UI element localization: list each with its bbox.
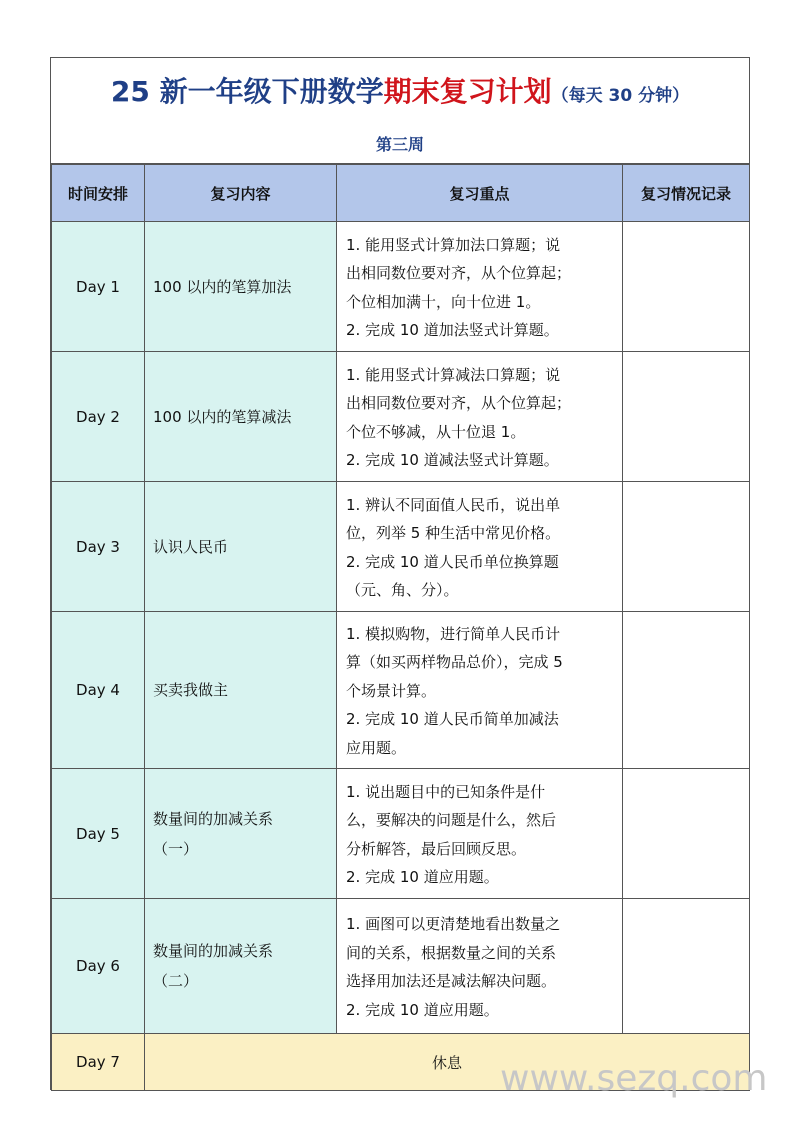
topic-cell [145,612,337,769]
day-cell: Day 3 [52,482,145,612]
topic-line: 数量间的加减关系 [153,942,274,960]
key-point-line: 么，要解决的问题是什么，然后 [346,811,557,829]
plan-table [51,164,750,1091]
title-area [51,58,749,164]
table-row [52,482,750,612]
header-key-points: 复习重点 [337,165,623,222]
key-point-line: 2. 完成 10 道应用题。 [346,868,499,886]
key-point-line: 2. 完成 10 道加法竖式计算题。 [346,321,559,339]
day-cell: Day 4 [52,612,145,769]
table-row [52,222,750,352]
title-highlight: 期末复习计划 [383,75,552,108]
title-suffix: （每天 30 分钟） [551,86,690,106]
key-point-line: 2. 完成 10 道减法竖式计算题。 [346,451,559,469]
topic-cell [145,899,337,1034]
key-point-line: 分析解答，最后回顾反思。 [346,839,527,858]
key-point-line: 算（如买两样物品总价），完成 5 [346,653,563,672]
key-point-line: 2. 完成 10 道人民币单位换算题 [346,552,559,571]
topic-line: 100 以内的笔算加法 [153,277,292,296]
plan-sheet [50,57,750,1090]
key-point-line: 位，列举 5 种生活中常见价格。 [346,524,561,542]
header-record: 复习情况记录 [623,165,750,222]
week-label: 第三周 [375,135,424,154]
key-point-line: 1. 画图可以更清楚地看出数量之 [346,915,561,933]
header-content: 复习内容 [145,165,337,222]
key-point-line: 1. 模拟购物，进行简单人民币计 [346,624,561,643]
topic-line: 认识人民币 [153,537,229,556]
day-cell: Day 1 [52,222,145,352]
key-point-line: 个位不够减，从十位退 1。 [346,422,526,441]
key-point-line: 2. 完成 10 道人民币简单加减法 [346,710,559,729]
record-cell[interactable] [623,612,750,769]
key-point-line: （元、角、分）。 [346,581,459,599]
key-point-line: 1. 辨认不同面值人民币，说出单 [346,495,561,514]
key-point-line: 出相同数位要对齐，从个位算起； [346,264,572,282]
key-points-cell [337,222,623,352]
table-row [52,612,750,769]
topic-line: 数量间的加减关系 [153,809,274,828]
key-points-cell [337,352,623,482]
key-point-line: 个位相加满十，向十位进 1。 [346,292,541,311]
watermark: www.sezq.com [500,1058,768,1099]
record-cell[interactable] [623,482,750,612]
topic-line: 100 以内的笔算减法 [153,407,292,426]
key-points-cell [337,482,623,612]
key-points-cell [337,769,623,899]
key-point-line: 个场景计算。 [346,681,437,700]
topic-line: （二） [153,972,199,990]
key-point-line: 1. 说出题目中的已知条件是什 [346,782,546,801]
topic-cell [145,352,337,482]
key-points-cell [337,899,623,1034]
header-time: 时间安排 [52,165,145,222]
key-points-cell [337,612,623,769]
key-point-line: 2. 完成 10 道应用题。 [346,1000,499,1019]
topic-line: 买卖我做主 [153,681,229,699]
rest-day: Day 7 [52,1034,145,1091]
record-cell[interactable] [623,222,750,352]
title-prefix: 25 新一年级下册数学 [110,75,384,108]
key-point-line: 1. 能用竖式计算减法口算题；说 [346,365,561,384]
key-point-line: 出相同数位要对齐，从个位算起； [346,394,572,412]
day-cell: Day 2 [52,352,145,482]
topic-cell [145,482,337,612]
record-cell[interactable] [623,899,750,1034]
record-cell[interactable] [623,769,750,899]
record-cell[interactable] [623,352,750,482]
key-point-line: 应用题。 [346,738,407,757]
table-row [52,899,750,1034]
topic-cell [145,222,337,352]
day-cell: Day 6 [52,899,145,1034]
table-row [52,769,750,899]
header-row [52,165,750,222]
topic-cell [145,769,337,899]
key-point-line: 选择用加法还是减法解决问题。 [346,972,557,990]
key-point-line: 间的关系，根据数量之间的关系 [346,943,557,962]
day-cell: Day 5 [52,769,145,899]
rest-label: 休息 [145,1034,750,1091]
page-title [51,70,749,110]
topic-line: （一） [153,839,199,858]
table-row [52,352,750,482]
key-point-line: 1. 能用竖式计算加法口算题；说 [346,235,561,254]
